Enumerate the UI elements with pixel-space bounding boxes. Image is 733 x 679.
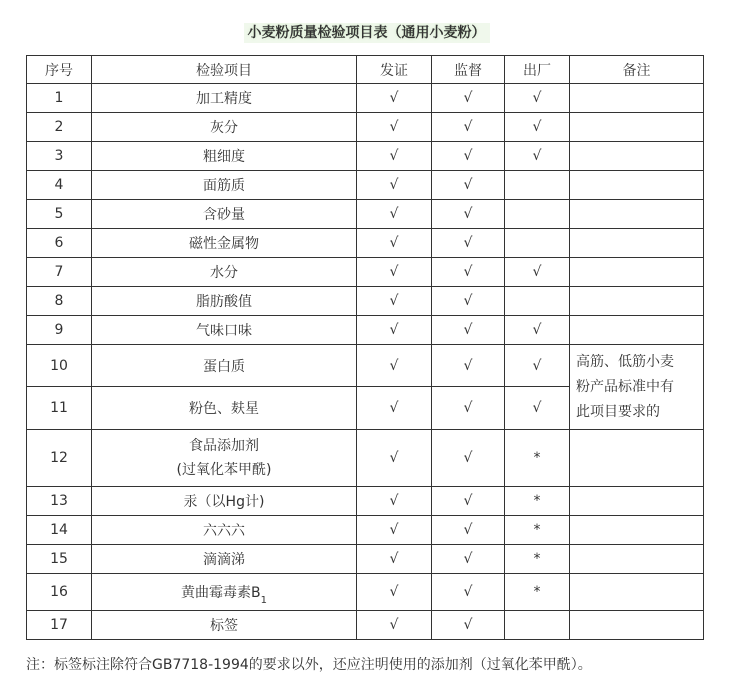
cell-supervise: √ — [432, 142, 505, 171]
cell-supervise: √ — [432, 229, 505, 258]
cell-cert: √ — [357, 611, 432, 640]
cell-supervise: √ — [432, 516, 505, 545]
cell-factory — [505, 611, 570, 640]
cell-supervise: √ — [432, 316, 505, 345]
cell-remarks — [570, 316, 704, 345]
cell-seq: 2 — [27, 113, 92, 142]
table-row — [27, 84, 704, 113]
cell-item — [92, 574, 357, 611]
cell-item: 磁性金属物 — [92, 229, 357, 258]
remarks-line: 高筋、低筋小麦 — [576, 353, 674, 370]
cell-item: 加工精度 — [92, 84, 357, 113]
cell-supervise: √ — [432, 258, 505, 287]
item-text: 黄曲霉毒素B — [181, 585, 261, 601]
cell-item: 面筋质 — [92, 171, 357, 200]
cell-cert: √ — [357, 487, 432, 516]
remarks-line: 此项目要求的 — [576, 403, 660, 420]
item-line: 食品添加剂 — [189, 438, 259, 454]
footnote: 注：标签标注除符合GB7718-1994的要求以外，还应注明使用的添加剂（过氧化苯甲酰）。 — [26, 657, 592, 673]
cell-remarks — [570, 200, 704, 229]
cell-seq: 14 — [27, 516, 92, 545]
cell-supervise: √ — [432, 574, 505, 611]
cell-remarks — [570, 545, 704, 574]
cell-cert: √ — [357, 84, 432, 113]
header-item: 检验项目 — [92, 56, 357, 84]
table-row — [27, 545, 704, 574]
cell-remarks — [570, 113, 704, 142]
cell-item: 粗细度 — [92, 142, 357, 171]
cell-seq: 4 — [27, 171, 92, 200]
cell-remarks — [570, 516, 704, 545]
cell-seq: 12 — [27, 430, 92, 487]
cell-factory: √ — [505, 345, 570, 387]
cell-remarks — [570, 171, 704, 200]
cell-item: 气味口味 — [92, 316, 357, 345]
cell-seq: 7 — [27, 258, 92, 287]
cell-item: 滴滴涕 — [92, 545, 357, 574]
cell-item: 含砂量 — [92, 200, 357, 229]
cell-supervise: √ — [432, 545, 505, 574]
cell-supervise: √ — [432, 387, 505, 430]
cell-seq: 8 — [27, 287, 92, 316]
cell-cert: √ — [357, 574, 432, 611]
cell-seq: 3 — [27, 142, 92, 171]
cell-seq: 1 — [27, 84, 92, 113]
cell-seq: 6 — [27, 229, 92, 258]
cell-seq: 13 — [27, 487, 92, 516]
header-factory: 出厂 — [505, 56, 570, 84]
cell-item: 脂肪酸值 — [92, 287, 357, 316]
cell-supervise: √ — [432, 84, 505, 113]
cell-factory: * — [505, 487, 570, 516]
cell-cert: √ — [357, 229, 432, 258]
table-row — [27, 516, 704, 545]
cell-supervise: √ — [432, 430, 505, 487]
header-cert: 发证 — [357, 56, 432, 84]
cell-remarks — [570, 287, 704, 316]
table-row — [27, 430, 704, 487]
cell-factory — [505, 171, 570, 200]
cell-seq: 11 — [27, 387, 92, 430]
table-row — [27, 316, 704, 345]
cell-factory: √ — [505, 142, 570, 171]
cell-factory: * — [505, 545, 570, 574]
cell-cert: √ — [357, 345, 432, 387]
cell-item: 汞（以Hg计) — [92, 487, 357, 516]
table-row — [27, 611, 704, 640]
cell-supervise: √ — [432, 171, 505, 200]
cell-factory: √ — [505, 113, 570, 142]
cell-remarks — [570, 229, 704, 258]
cell-cert: √ — [357, 113, 432, 142]
cell-remarks — [570, 611, 704, 640]
cell-factory: * — [505, 574, 570, 611]
cell-cert: √ — [357, 171, 432, 200]
remarks-line: 粉产品标准中有 — [576, 378, 674, 395]
cell-cert: √ — [357, 287, 432, 316]
cell-remarks — [570, 84, 704, 113]
cell-seq: 16 — [27, 574, 92, 611]
cell-factory — [505, 287, 570, 316]
cell-remarks — [570, 258, 704, 287]
table-row — [27, 487, 704, 516]
cell-seq: 5 — [27, 200, 92, 229]
cell-seq: 10 — [27, 345, 92, 387]
cell-cert: √ — [357, 545, 432, 574]
cell-remarks — [570, 430, 704, 487]
cell-factory — [505, 200, 570, 229]
cell-cert: √ — [357, 316, 432, 345]
cell-item: 粉色、麸星 — [92, 387, 357, 430]
cell-factory: √ — [505, 258, 570, 287]
cell-factory: * — [505, 516, 570, 545]
cell-remarks-protein — [570, 345, 704, 430]
cell-seq: 15 — [27, 545, 92, 574]
cell-factory: √ — [505, 316, 570, 345]
cell-supervise: √ — [432, 487, 505, 516]
item-subscript: 1 — [260, 595, 267, 606]
cell-cert: √ — [357, 516, 432, 545]
cell-factory: * — [505, 430, 570, 487]
table-row — [27, 345, 704, 387]
cell-supervise: √ — [432, 345, 505, 387]
cell-factory: √ — [505, 387, 570, 430]
header-supervise: 监督 — [432, 56, 505, 84]
inspection-table — [26, 55, 704, 640]
page-title: 小麦粉质量检验项目表（通用小麦粉） — [0, 22, 733, 42]
table-row — [27, 142, 704, 171]
table-row — [27, 258, 704, 287]
cell-supervise: √ — [432, 113, 505, 142]
cell-item: 六六六 — [92, 516, 357, 545]
cell-remarks — [570, 142, 704, 171]
header-seq: 序号 — [27, 56, 92, 84]
cell-item: 水分 — [92, 258, 357, 287]
table-row — [27, 574, 704, 611]
cell-supervise: √ — [432, 287, 505, 316]
cell-item — [92, 430, 357, 487]
cell-remarks — [570, 487, 704, 516]
table-row — [27, 171, 704, 200]
cell-supervise: √ — [432, 200, 505, 229]
cell-remarks — [570, 574, 704, 611]
cell-cert: √ — [357, 387, 432, 430]
item-line: (过氧化苯甲酰) — [176, 462, 272, 478]
cell-factory — [505, 229, 570, 258]
table-header-row — [27, 56, 704, 84]
cell-supervise: √ — [432, 611, 505, 640]
cell-item: 蛋白质 — [92, 345, 357, 387]
cell-cert: √ — [357, 258, 432, 287]
table-row — [27, 287, 704, 316]
table-row — [27, 229, 704, 258]
cell-cert: √ — [357, 142, 432, 171]
cell-seq: 9 — [27, 316, 92, 345]
cell-item: 标签 — [92, 611, 357, 640]
cell-factory: √ — [505, 84, 570, 113]
table-row — [27, 113, 704, 142]
cell-cert: √ — [357, 430, 432, 487]
table-row — [27, 200, 704, 229]
cell-seq: 17 — [27, 611, 92, 640]
cell-item: 灰分 — [92, 113, 357, 142]
cell-cert: √ — [357, 200, 432, 229]
header-remarks: 备注 — [570, 56, 704, 84]
